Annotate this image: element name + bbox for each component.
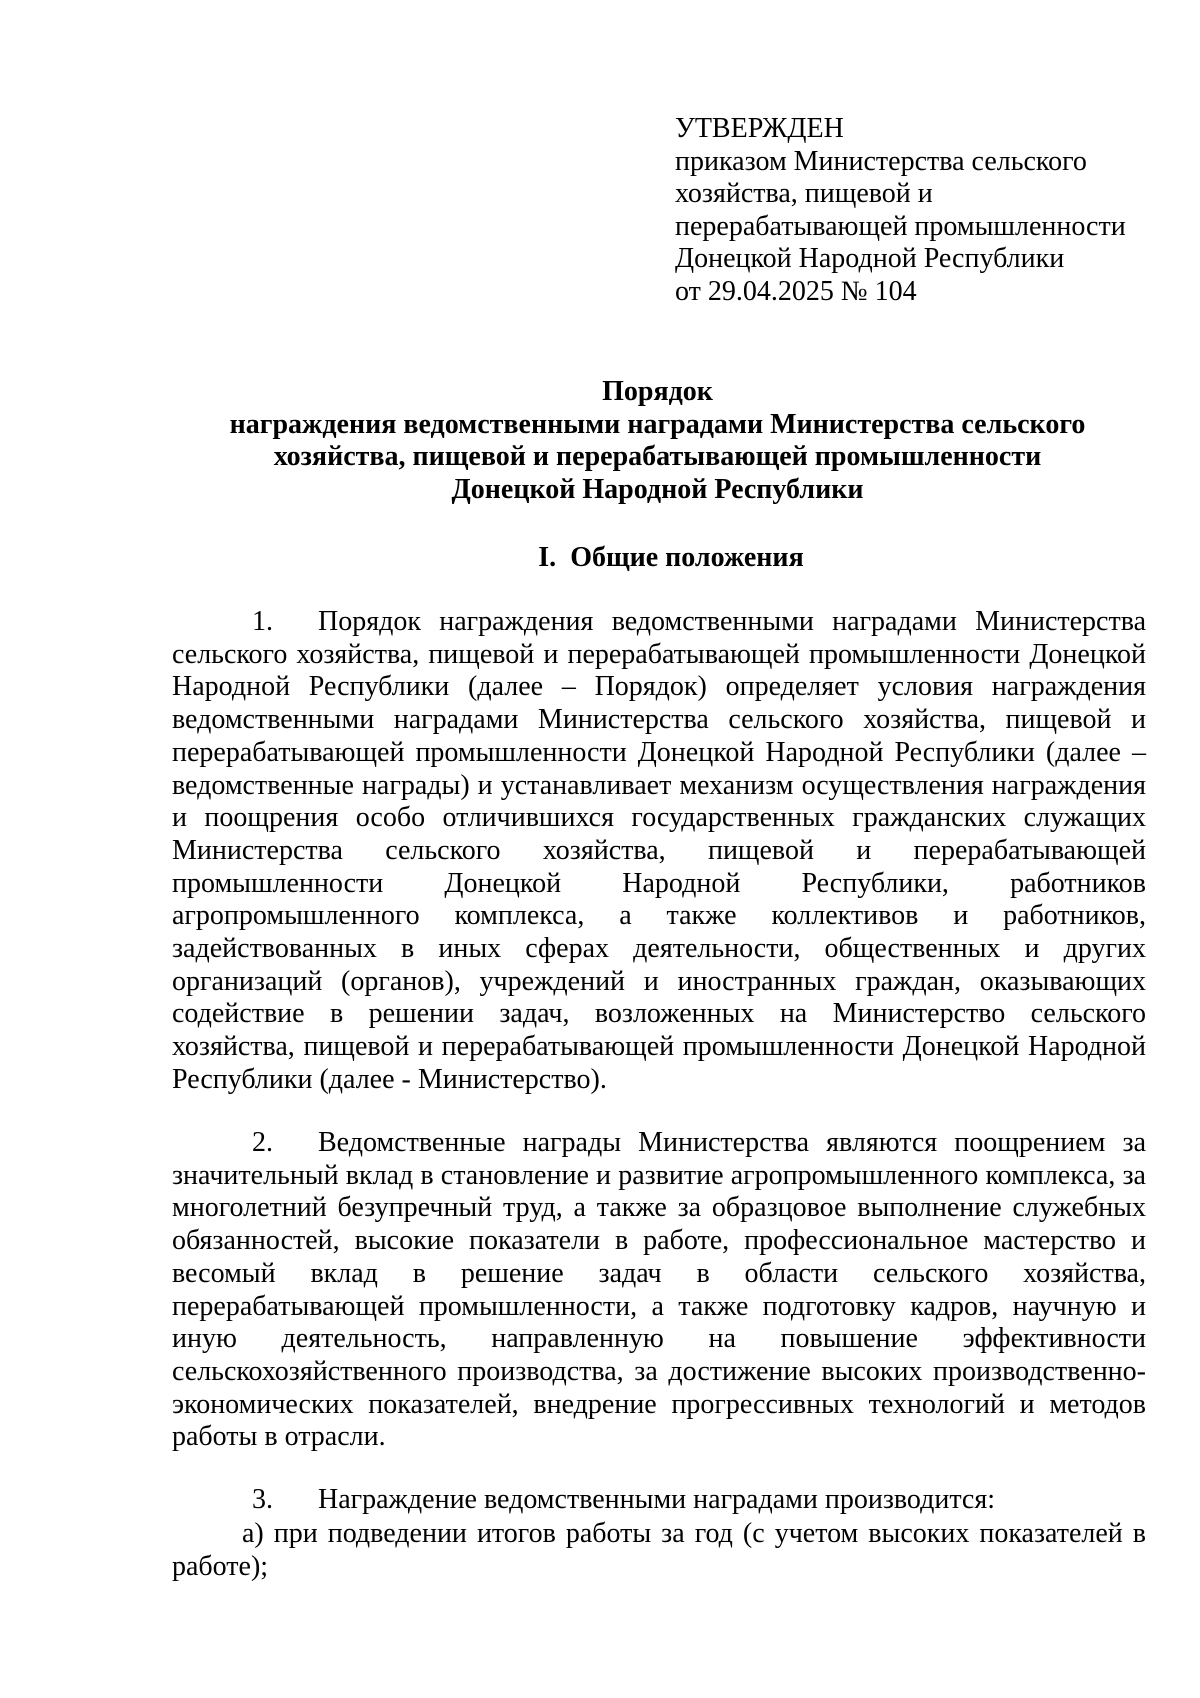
- paragraph-number: 1.: [252, 606, 273, 637]
- paragraph-number: 3.: [252, 1484, 273, 1515]
- paragraph-3: [172, 1484, 1146, 1517]
- approval-block: [675, 113, 1145, 308]
- section-number: I.: [538, 542, 557, 573]
- paragraph-text: Награждение ведомственными наградами производится:: [318, 1484, 996, 1515]
- approval-line: приказом Министерства сельского: [675, 145, 1087, 177]
- approval-line: хозяйства, пищевой и: [675, 178, 933, 209]
- title-line: хозяйства, пищевой и перерабатывающей промышленности: [273, 441, 1042, 472]
- approval-line: Донецкой Народной Республики: [675, 243, 1065, 274]
- approval-stamp: УТВЕРЖДЕН: [675, 113, 844, 144]
- paragraph-number: 2.: [252, 1127, 273, 1158]
- paragraph-2: [172, 1127, 1146, 1454]
- document-title: [170, 376, 1145, 506]
- paragraph-text: Ведомственные награды Министерства являются поощрением за значительный вклад в становление и развитие агропромышленного комплекса, за многолетний безупречный труд, а также за образцовое выполнение служебных обязанностей, высокие показатели в работе, профессиональное мастерство и весомый вклад в решение задач в области сельского хозяйства, перерабатывающей промышленности, а также подготовку кадров, научную и иную деятельность, направленную на повышение эффективности сельскохозяйственного производства, за достижение высоких производственно-экономических показателей, внедрение прогрессивных технологий и методов работы в отрасли.: [172, 1127, 1146, 1453]
- approval-date-number: от 29.04.2025 № 104: [675, 275, 917, 307]
- paragraph-text: Порядок награждения ведомственными наградами Министерства сельского хозяйства, пищевой и перерабатывающей промышленности Донецкой Народной Республики (далее – Порядок) определяет условия награждения ведомственными наградами Министерства сельского хозяйства, пищевой и перерабатывающей промышленности Донецкой Народной Республики (далее – ведомственные награды) и устанавливает механизм осуществления награждения и поощрения особо отличившихся государственных гражданских служащих Министерства сельского хозяйства, пищевой и перерабатывающей промышленности Донецкой Народной Республики, работников агропромышленного комплекса, а также коллективов и работников, задействованных в иных сферах деятельности, общественных и других организаций (органов), учреждений и иностранных граждан, оказывающих содействие в решении задач, возложенных на Министерство сельского хозяйства, пищевой и перерабатывающей промышленности Донецкой Народной Республики (далее - Министерство).: [172, 606, 1146, 1095]
- subitem-a: а) при подведении итогов работы за год (с учетом высоких показателей в работе);: [172, 1518, 1146, 1582]
- approval-line: перерабатывающей промышленности: [675, 210, 1126, 242]
- title-line: Донецкой Народной Республики: [451, 473, 864, 505]
- title-line: награждения ведомственными наградами Министерства сельского: [229, 408, 1086, 440]
- paragraph-1: [172, 606, 1146, 1097]
- section-heading: [170, 542, 1172, 574]
- section-title: Общие положения: [570, 542, 804, 573]
- title-line: Порядок: [602, 376, 713, 407]
